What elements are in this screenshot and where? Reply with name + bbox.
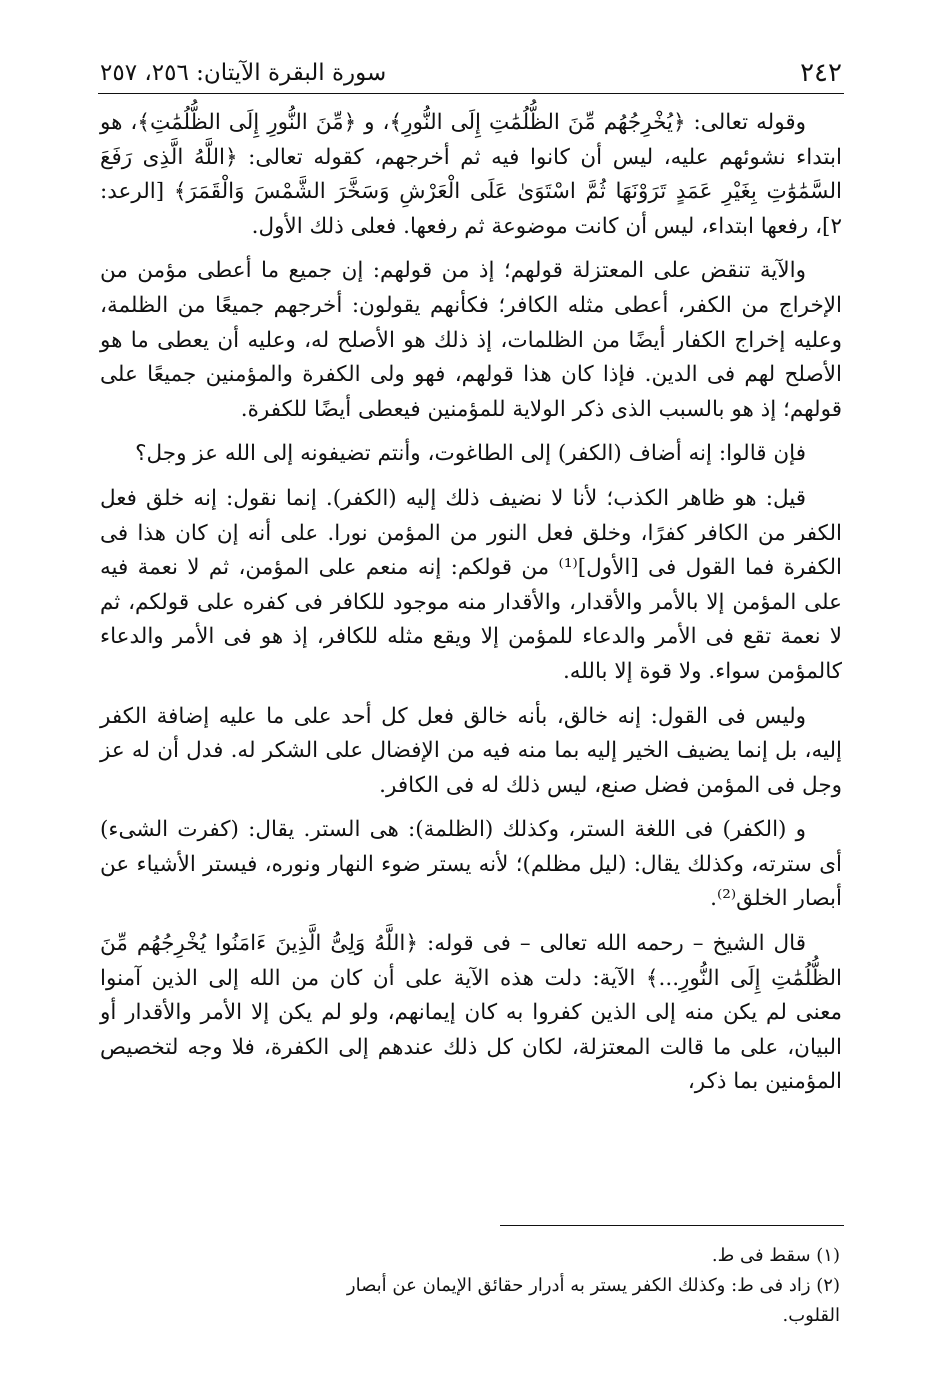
footnote: (١) سقط فى ط. <box>711 1245 840 1266</box>
paragraph: و (الكفر) فى اللغة الستر، وكذلك (الظلمة): هى الستر. يقال: (كفرت الشىء) أى سترته، وكذلك يقال: (ليل مظلم)؛ لأنه يستر ضوء النهار ونوره، فيستر الأشياء عن أبصار الخلق⁽²⁾. <box>100 817 842 912</box>
paragraph: وقوله تعالى: ﴿يُخْرِجُهُم مِّنَ الظُّلُمَٰتِ إِلَى النُّورِ﴾، و ﴿مِّنَ النُّورِ إِلَى الظُّلُمَٰتِ﴾، هو ابتداء نشوئهم عليه، ليس أن كانوا فيه ثم أخرجهم، كقوله تعالى: ﴿اللَّهُ الَّذِى رَفَعَ السَّمَٰوَٰتِ بِغَيْرِ عَمَدٍ تَرَوْنَهَا ثُمَّ اسْتَوَىٰ عَلَى الْعَرْشِ وَسَخَّرَ الشَّمْسَ وَالْقَمَرَ﴾ [الرعد: ٢]، رفعها ابتداء، ليس أن كانت موضوعة ثم رفعها. فعلى ذلك الأول. <box>100 110 842 239</box>
main-text <box>100 106 842 1110</box>
paragraph: فإن قالوا: إنه أضاف (الكفر) إلى الطاغوت، وأنتم تضيفونه إلى الله عز وجل؟ <box>135 441 806 467</box>
running-title: سورة البقرة الآيتان: ٢٥٦، ٢٥٧ <box>100 60 387 86</box>
footnote: (٢) زاد فى ط: وكذلك الكفر يستر به أدرار حقائق الإيمان عن أبصار القلوب. <box>346 1275 840 1326</box>
footnotes <box>300 1241 842 1331</box>
paragraph: وليس فى القول: إنه خالق، بأنه خالق فعل كل أحد على ما عليه إضافة الكفر إليه، بل إنما يضيف الخير إليه بما منه فيه من الإفضال على الشكر له. فدل أن له عز وجل فى المؤمن فضل صنع، ليس ذلك له فى الكافر. <box>100 703 842 798</box>
page-number: ٢٤٢ <box>800 58 842 88</box>
paragraph: قال الشيخ – رحمه الله تعالى – فى قوله: ﴿اللَّهُ وَلِىُّ الَّذِينَ ءَامَنُوا يُخْرِجُهُم مِّنَ الظُّلُمَٰتِ إِلَى النُّورِ...﴾ الآية: دلت هذه الآية على أن كان من الله إلى الذين آمنوا معنى لم يكن منه إلى الذين كفروا به كان إيمانهم، ولو لم يكن إلا الأمر والأقدار أو البيان، على ما قالت المعتزلة، لكان كل ذلك عندهم إلى الكفرة، فلا وجه لتخصيص المؤمنين بما ذكر، <box>100 931 842 1095</box>
paragraph: قيل: هو ظاهر الكذب؛ لأنا لا نضيف ذلك إليه (الكفر). إنما نقول: إنه خلق فعل الكفر من الكافر كفرًا، وخلق فعل النور من المؤمن نورا. على أنه إن كان هذا فى الكفرة فما القول فى [الأول]⁽¹⁾ من قولكم: إنه منعم على المؤمن، ثم لا نعمة فيه على المؤمن إلا بالأمر والأقدار، والأقدار منه موجود للكافر فى كفره على قولكم، ثم لا نعمة تقع فى الأمر والدعاء للمؤمن إلا ويقع مثله للكافر، إذ هو فى الأمر والدعاء كالمؤمن سواء. ولا قوة إلا بالله. <box>100 485 842 684</box>
page-header <box>98 52 844 94</box>
footnote-separator <box>500 1225 844 1226</box>
header-rule <box>98 93 844 94</box>
paragraph: والآية تنقض على المعتزلة قولهم؛ إذ من قولهم: إن جميع ما أعطى مؤمن من الإخراج من الكفر، أعطى مثله الكافر؛ فكأنهم يقولون: أخرجهم جميعًا من الظلمة، وعليه إخراج الكفار أيضًا من الظلمات، إذ ذلك هو الأصلح له، وعليه أن يعطى ما هو الأصلح لهم فى الدين. فإذا كان هذا قولهم، فهو ولى الكفرة والمؤمنين جميعًا على قولهم؛ إذ هو بالسبب الذى ذكر الولاية للمؤمنين فيعطى أيضًا للكفرة. <box>100 258 842 422</box>
